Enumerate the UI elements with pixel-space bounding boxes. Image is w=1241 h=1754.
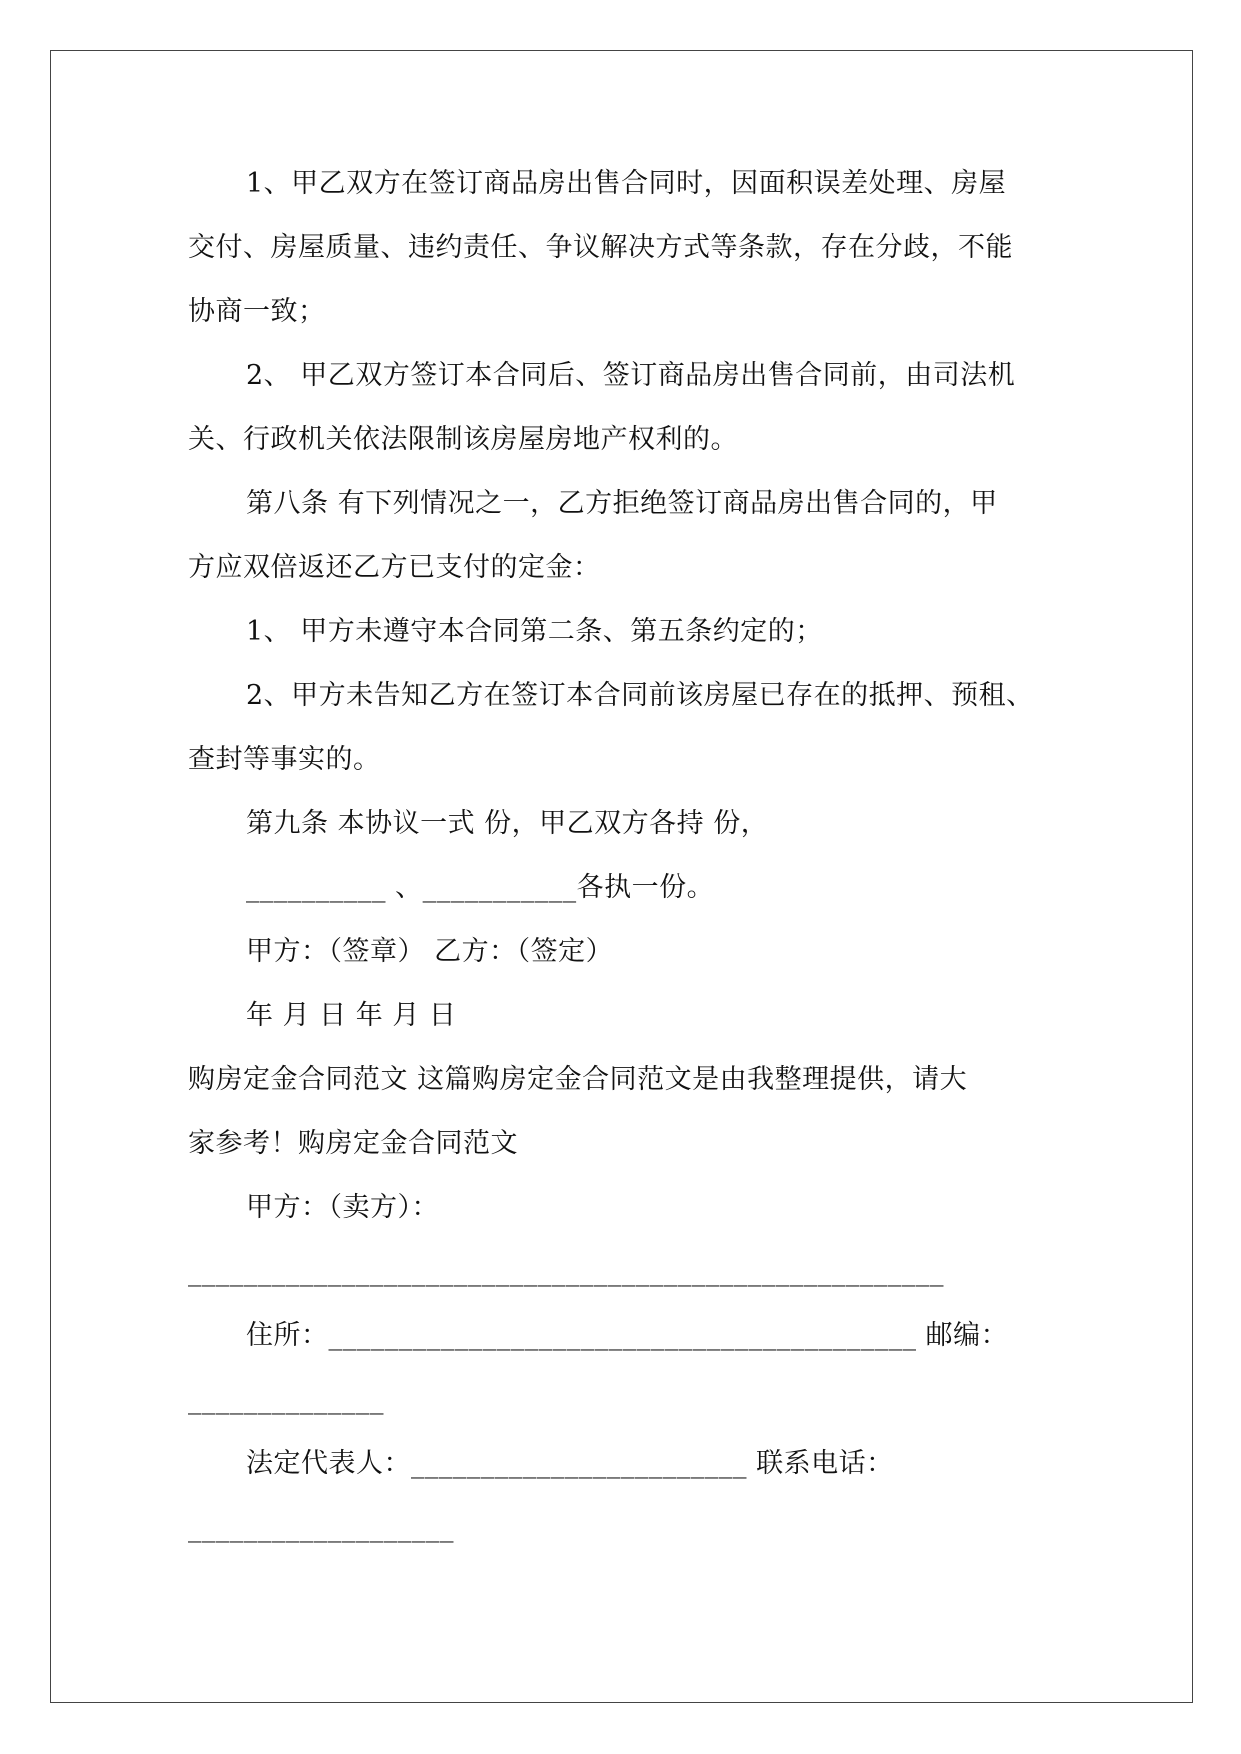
clause-8-item-1: 1、 甲方未遵守本合同第二条、第五条约定的； [246, 616, 823, 647]
clause-9-line-1: 第九条 本协议一式 份，甲乙双方各持 份， [246, 808, 769, 839]
clause-7-item-1-line-1: 1、甲乙双方在签订商品房出售合同时，因面积误差处理、房屋 [246, 168, 1007, 199]
clause-7-item-2-line-1: 2、 甲乙双方签订本合同后、签订商品房出售合同前，由司法机 [246, 360, 1016, 391]
clause-8-line-1: 第八条 有下列情况之一，乙方拒绝签订商品房出售合同的，甲 [246, 488, 998, 519]
postcode-blank: ______________ [188, 1384, 384, 1415]
clause-7-item-1-line-2: 交付、房屋质量、违约责任、争议解决方式等条款，存在分歧，不能 [188, 232, 1013, 263]
party-a-blank: ______________________________________________________ [188, 1256, 944, 1287]
clause-7-item-1-line-3: 协商一致； [188, 296, 326, 327]
section-heading-line-2: 家参考！购房定金合同范文 [188, 1128, 518, 1159]
party-a-label: 甲方：（卖方）： [246, 1192, 439, 1223]
date-line: 年 月 日 年 月 日 [246, 1000, 457, 1031]
clause-8-line-2: 方应双倍返还乙方已支付的定金： [188, 552, 601, 583]
clause-8-item-2-line-2: 查封等事实的。 [188, 744, 381, 775]
clause-8-item-2-line-1: 2、甲方未告知乙方在签订本合同前该房屋已存在的抵押、预租、 [246, 680, 1034, 711]
clause-7-item-2-line-2: 关、行政机关依法限制该房屋房地产权利的。 [188, 424, 738, 455]
address-postcode-line: 住所：__________________________________________ 邮编： [246, 1320, 1009, 1351]
signature-line: 甲方：（签章） 乙方：（签定） [246, 936, 614, 967]
clause-9-line-2: __________ 、___________各执一份。 [246, 872, 715, 903]
phone-blank: ___________________ [188, 1512, 454, 1543]
section-heading-line-1: 购房定金合同范文 这篇购房定金合同范文是由我整理提供，请大 [188, 1064, 968, 1095]
legal-rep-phone-line: 法定代表人：________________________ 联系电话： [246, 1448, 894, 1479]
